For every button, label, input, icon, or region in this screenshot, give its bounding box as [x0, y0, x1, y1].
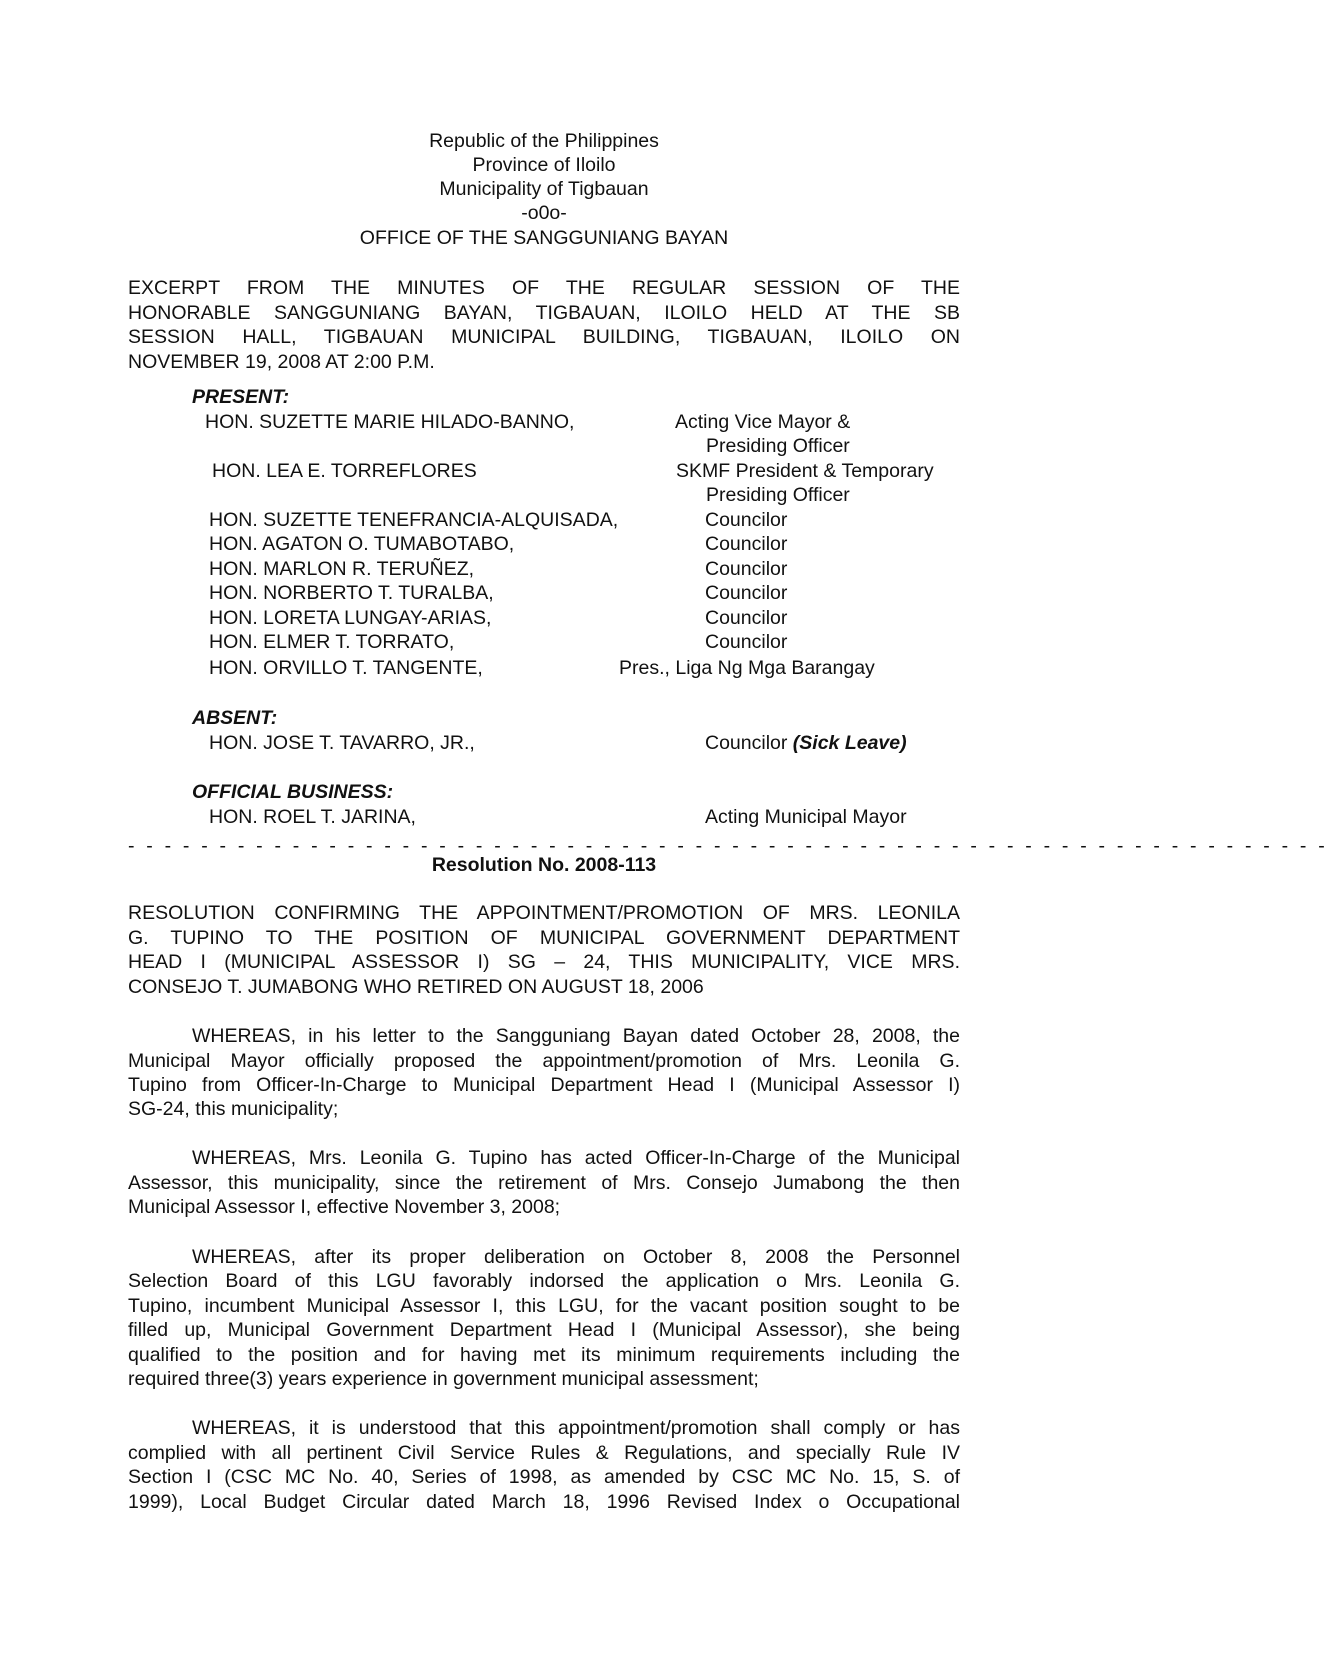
- absent-role: [705, 731, 907, 756]
- resolution-title-line: G. TUPINO TO THE POSITION OF MUNICIPAL GOVERNMENT DEPARTMENT: [128, 927, 960, 949]
- present-name: HON. ORVILLO T. TANGENTE,: [209, 657, 483, 679]
- present-role: Councilor: [705, 607, 788, 629]
- present-name: HON. LEA E. TORREFLORES: [212, 460, 477, 482]
- present-name: HON. LORETA LUNGAY-ARIAS,: [209, 607, 492, 629]
- excerpt-line: HONORABLE SANGGUNIANG BAYAN, TIGBAUAN, ILOILO HELD AT THE SB: [128, 302, 960, 324]
- whereas-line: Assessor, this municipality, since the retirement of Mrs. Consejo Jumabong the then: [128, 1172, 960, 1194]
- present-role: Councilor: [705, 533, 788, 555]
- official-role: Acting Municipal Mayor: [705, 806, 907, 828]
- excerpt-line: SESSION HALL, TIGBAUAN MUNICIPAL BUILDING, TIGBAUAN, ILOILO ON: [128, 326, 960, 348]
- present-role: Pres., Liga Ng Mga Barangay: [619, 657, 875, 679]
- whereas-line: Section I (CSC MC No. 40, Series of 1998, as amended by CSC MC No. 15, S. of: [128, 1466, 960, 1488]
- present-name: HON. SUZETTE MARIE HILADO-BANNO,: [205, 411, 575, 433]
- present-name: HON. AGATON O. TUMABOTABO,: [209, 533, 515, 555]
- header-separator: -o0o-: [521, 202, 567, 224]
- whereas-line: WHEREAS, it is understood that this appointment/promotion shall comply or has: [192, 1417, 960, 1439]
- absent-name: HON. JOSE T. TAVARRO, JR.,: [209, 732, 475, 754]
- present-name: HON. ELMER T. TORRATO,: [209, 631, 455, 653]
- whereas-line: WHEREAS, in his letter to the Sangguniang Bayan dated October 28, 2008, the: [192, 1025, 960, 1047]
- present-role-cont: Presiding Officer: [706, 435, 850, 457]
- whereas-line: qualified to the position and for having met its minimum requirements including the: [128, 1344, 960, 1366]
- present-label: PRESENT:: [192, 386, 290, 408]
- present-role: Councilor: [705, 558, 788, 580]
- absent-note: (Sick Leave): [792, 732, 907, 754]
- excerpt-line: NOVEMBER 19, 2008 AT 2:00 P.M.: [128, 351, 435, 373]
- header-office: OFFICE OF THE SANGGUNIANG BAYAN: [359, 227, 729, 249]
- whereas-line: Municipal Assessor I, effective November 3, 2008;: [128, 1196, 561, 1218]
- header-province: Province of Iloilo: [472, 154, 616, 176]
- whereas-line: WHEREAS, after its proper deliberation on October 8, 2008 the Personnel: [192, 1246, 960, 1268]
- official-business-label: OFFICIAL BUSINESS:: [192, 781, 394, 803]
- present-name: HON. SUZETTE TENEFRANCIA-ALQUISADA,: [209, 509, 619, 531]
- resolution-number: Resolution No. 2008-113: [431, 854, 657, 876]
- whereas-line: Municipal Mayor officially proposed the appointment/promotion of Mrs. Leonila G.: [128, 1050, 960, 1072]
- whereas-line: complied with all pertinent Civil Service Rules & Regulations, and specially Rule IV: [128, 1442, 960, 1464]
- whereas-line: Tupino from Officer-In-Charge to Municipal Department Head I (Municipal Assessor I): [128, 1074, 960, 1096]
- resolution-title-line: HEAD I (MUNICIPAL ASSESSOR I) SG – 24, THIS MUNICIPALITY, VICE MRS.: [128, 951, 960, 973]
- whereas-line: Tupino, incumbent Municipal Assessor I, this LGU, for the vacant position sought to be: [128, 1295, 960, 1317]
- header-municipality: Municipality of Tigbauan: [439, 178, 649, 200]
- whereas-line: Selection Board of this LGU favorably indorsed the application o Mrs. Leonila G.: [128, 1270, 960, 1292]
- dashed-divider: - - - - - - - - - - - - - - - - - - - - - - - - - - - - - - - - - - - - - - - - - - - - - - - - - - - - - - - - - - - - - - - - - -: [128, 835, 1328, 857]
- whereas-line: WHEREAS, Mrs. Leonila G. Tupino has acted Officer-In-Charge of the Municipal: [192, 1147, 960, 1169]
- present-name: HON. NORBERTO T. TURALBA,: [209, 582, 494, 604]
- whereas-line: SG-24, this municipality;: [128, 1098, 339, 1120]
- absent-label: ABSENT:: [192, 707, 278, 729]
- present-role: Councilor: [705, 582, 788, 604]
- absent-role-text: Councilor: [705, 732, 788, 754]
- resolution-title-line: CONSEJO T. JUMABONG WHO RETIRED ON AUGUST 18, 2006: [128, 976, 704, 998]
- resolution-title-line: RESOLUTION CONFIRMING THE APPOINTMENT/PROMOTION OF MRS. LEONILA: [128, 902, 960, 924]
- present-name: HON. MARLON R. TERUÑEZ,: [209, 558, 475, 580]
- official-name: HON. ROEL T. JARINA,: [209, 806, 416, 828]
- whereas-line: required three(3) years experience in government municipal assessment;: [128, 1368, 759, 1390]
- present-role: Councilor: [705, 509, 788, 531]
- present-role-cont: Presiding Officer: [706, 484, 850, 506]
- excerpt-line: EXCERPT FROM THE MINUTES OF THE REGULAR SESSION OF THE: [128, 277, 960, 299]
- whereas-line: 1999), Local Budget Circular dated March 18, 1996 Revised Index o Occupational: [128, 1491, 960, 1513]
- present-role: SKMF President & Temporary: [676, 460, 934, 482]
- present-role: Acting Vice Mayor &: [675, 411, 851, 433]
- whereas-line: filled up, Municipal Government Department Head I (Municipal Assessor), she being: [128, 1319, 960, 1341]
- present-role: Councilor: [705, 631, 788, 653]
- header-republic: Republic of the Philippines: [429, 130, 659, 152]
